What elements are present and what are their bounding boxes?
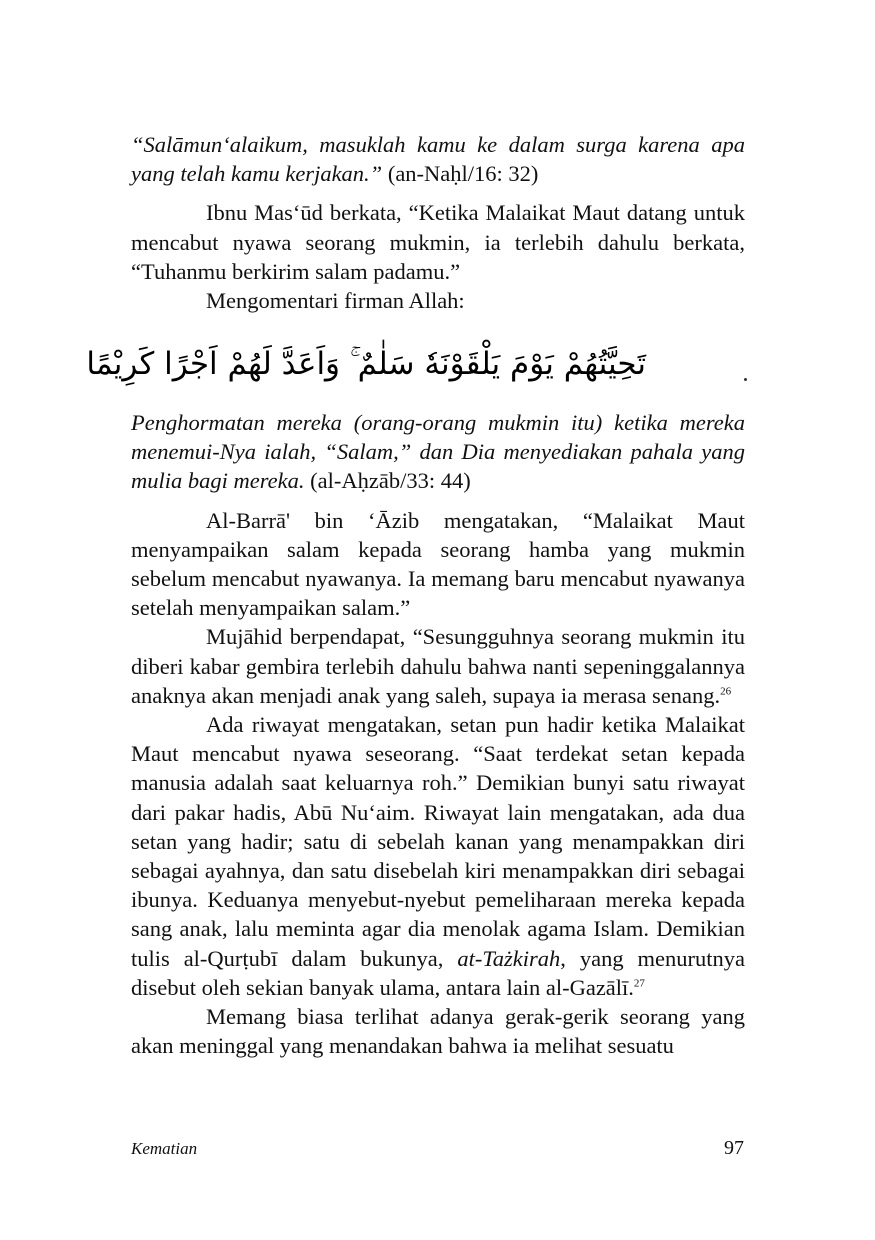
paragraph-riwayat-text: Ada riwayat mengatakan, setan pun hadir ketika Malaikat Maut mencabut nyawa seseorang. “Saat terdekat setan kepada manusia adalah saat keluarnya roh.” Demikian bunyi satu riwayat dari pakar hadis, Abū Nu‘aim. Riwayat lain mengatakan, ada dua setan yang hadir; satu di sebelah kanan yang menampakkan diri sebagai ayahnya, dan satu disebelah kiri menampakkan diri sebagai ibunya. Keduanya menyebut-nyebut pemeliharaan mereka kepada sang anak, lalu meminta agar dia menolak agama Islam. Demikian tulis al-Qurṭubī dalam bukunya,: [131, 712, 745, 971]
verse-translation-ahzab: [131, 408, 745, 496]
page-number: 97: [724, 1137, 744, 1159]
paragraph-mujahid: [131, 622, 745, 710]
verse-translation-nahl: [131, 130, 745, 188]
paragraph-memang: Memang biasa terlihat adanya gerak-gerik seorang yang akan meninggal yang menandakan bahwa ia melihat sesuatu: [131, 1004, 745, 1059]
verse-quote-text: “Salāmun‘alaikum, masuklah kamu ke dalam surga karena apa yang telah kamu kerjakan.”: [131, 132, 745, 187]
verse-reference: (al-Aḥzāb/33: 44): [310, 468, 471, 494]
verse-reference: (an-Naḥl/16: 32): [387, 161, 539, 187]
paragraph-riwayat-text-end: , yang menurutnya disebut oleh sekian banyak ulama, antara lain al-Gazālī.: [131, 945, 745, 1000]
main-text-upper: [131, 130, 745, 315]
paragraph-mengomentari: Mengomentari firman Allah:: [206, 288, 465, 314]
paragraph-al-barra: Al-Barrā' bin ‘Āzib mengatakan, “Malaikat Maut menyampaikan salam kepada seorang hamba yang mukmin sebelum mencabut nyawanya. Ia memang baru mencabut nyawanya setelah menyampaikan salam.”: [131, 507, 745, 621]
book-title-tazkirah: at-Tażkirah: [457, 945, 561, 971]
arabic-verse: تَحِيَّتُهُمْ يَوْمَ يَلْقَوْنَهٗ سَلٰمٌ ۚ وَاَعَدَّ لَهُمْ اَجْرًا كَرِيْمًا: [86, 346, 646, 382]
footnote-ref-26[interactable]: 26: [720, 685, 732, 698]
footnote-ref-27[interactable]: 27: [633, 977, 645, 990]
main-text-lower: [131, 408, 745, 1060]
paragraph-mujahid-text: Mujāhid berpendapat, “Sesungguhnya seorang mukmin itu diberi kabar gembira terlebih dahulu bahwa nanti sepeninggalannya anaknya akan menjadi anak yang saleh, supaya ia merasa senang.: [131, 624, 745, 708]
paragraph-ibnu-masud: Ibnu Mas‘ūd berkata, “Ketika Malaikat Maut datang untuk mencabut nyawa seorang mukmin, ia terlebih dahulu berkata, “Tuhanmu berkirim salam padamu.”: [131, 200, 745, 284]
paragraph-riwayat: [131, 710, 745, 1002]
verse-translation-text: Penghormatan mereka (orang-orang mukmin itu) ketika mereka menemui-Nya ialah, “Salam,” dan Dia menyediakan pahala yang mulia bagi mereka.: [131, 410, 745, 494]
running-footer-title: Kematian: [131, 1139, 198, 1158]
verse-end-mark: [744, 378, 747, 381]
